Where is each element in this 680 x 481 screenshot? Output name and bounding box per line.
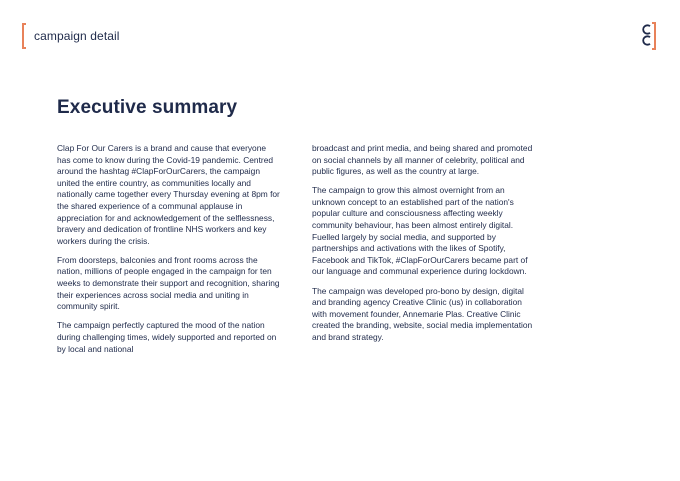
orange-bracket-icon [22, 23, 26, 49]
section-label: campaign detail [34, 29, 120, 43]
page-title: Executive summary [57, 97, 238, 118]
paragraph: From doorsteps, balconies and front rooms across the nation, millions of people engaged in the campaign for ten weeks to demonstrate their support and recognition, sharing their experiences across social media and uniting in community spirit. [57, 254, 280, 312]
paragraph: The campaign was developed pro-bono by design, digital and branding agency Creative Clinic (us) in collaboration with movement founder, Annemarie Plas. Creative Clinic created the branding, website, social media implementation and brand strategy. [312, 285, 533, 342]
cc-logo [642, 22, 658, 50]
text-column-right [312, 143, 538, 351]
paragraph: Clap For Our Carers is a brand and cause that everyone has come to know during the Covid-19 pandemic. Centred around the hashtag #ClapForOurCarers, the campaign united the entire country, as communities locally and nationally came together every Thursday evening at 8pm for the shared experience of a communal applause in appreciation for and acknowledgement of the selflessness, bravery and dedication of frontline NHS workers and key workers during the crisis. [57, 143, 280, 246]
paragraph: The campaign perfectly captured the mood of the nation during challenging times, widely supported and reported on by local and national [57, 320, 277, 354]
paragraph: broadcast and print media, and being shared and promoted on social channels by all manner of celebrity, political and public figures, as well as the country at large. [312, 143, 533, 177]
page-header [22, 22, 120, 50]
text-column-left [57, 143, 281, 363]
paragraph: The campaign to grow this almost overnight from an unknown concept to an established part of the nation's popular culture and consciousness affecting weekly community behaviour, has been almost entirely digital. Fuelled largely by social media, and supported by partnerships and activations with the likes of Spotify, Facebook and TikTok, #ClapForOurCarers became part of our language and communal experience during lockdown. [312, 185, 528, 277]
cc-logo-icon [642, 22, 658, 50]
